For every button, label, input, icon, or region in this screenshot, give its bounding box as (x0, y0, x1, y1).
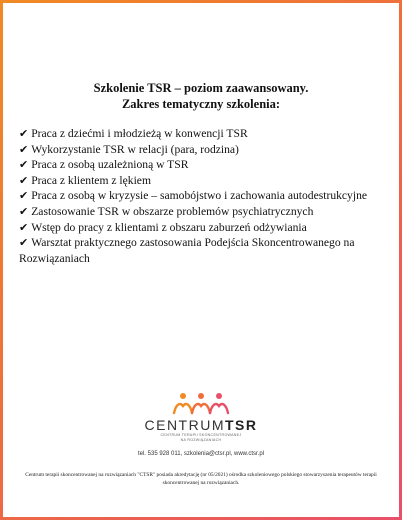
check-icon: ✔ (19, 189, 29, 203)
check-icon: ✔ (19, 204, 29, 218)
topic-item (19, 220, 381, 236)
document-title (3, 80, 399, 112)
title-line-2: Zakres tematyczny szkolenia: (121, 97, 281, 111)
topic-list (19, 126, 381, 266)
brand-bold: TSR (225, 417, 258, 433)
brand-name (3, 417, 399, 433)
check-icon: ✔ (19, 158, 29, 172)
topic-item (19, 126, 381, 142)
brand-subtitle-1: CENTRUM TERAPII SKONCENTROWANEJ (160, 433, 242, 437)
check-icon: ✔ (19, 173, 29, 187)
page (3, 3, 399, 517)
topic-item (19, 204, 381, 220)
topic-text: Praca z osobą uzależnioną w TSR (31, 158, 189, 172)
check-icon: ✔ (19, 127, 29, 140)
topic-item (19, 188, 381, 204)
brand-light: CENTRUM (144, 417, 225, 433)
accreditation-note: Centrum terapii skoncentrowanej na rozwiązaniach "CTSR" posiada akredytację (nr 05/2021) ośrodka szkoleniowego polskiego stowarzyszenia terapeutów terapii skoncentrowanej na rozwiązaniach. (25, 472, 377, 486)
topic-text: Wstęp do pracy z klientami z obszaru zaburzeń odżywiania (31, 220, 307, 234)
check-icon: ✔ (19, 236, 29, 250)
topic-item (19, 142, 381, 158)
check-icon: ✔ (19, 220, 29, 234)
topic-text: Wykorzystanie TSR w relacji (para, rodzina) (31, 142, 239, 156)
contact-line: tel. 535 928 011, szkolenia@ctsr.pl, www.ctsr.pl (137, 451, 265, 457)
topic-item (19, 173, 381, 189)
people-figures-icon (171, 391, 231, 415)
topic-text: Zastosowanie TSR w obszarze problemów psychiatrycznych (31, 204, 314, 218)
title-line-1: Szkolenie TSR – poziom zaawansowany. (93, 81, 309, 95)
topic-text: Praca z dziećmi i młodzieżą w konwencji TSR (31, 127, 248, 140)
topic-text: Praca z klientem z lękiem (31, 173, 151, 187)
brand-subtitle-2: NA ROZWIĄZANIACH (180, 437, 222, 442)
topic-item (19, 235, 381, 266)
topic-item (19, 157, 381, 173)
centrum-tsr-logo (3, 391, 399, 442)
check-icon: ✔ (19, 142, 29, 156)
topic-text: Praca z osobą w kryzysie – samobójstwo i zachowania autodestrukcyjne (31, 189, 368, 203)
topic-text: Warsztat praktycznego zastosowania Podejścia Skoncentrowanego na Rozwiązaniach (19, 236, 355, 265)
